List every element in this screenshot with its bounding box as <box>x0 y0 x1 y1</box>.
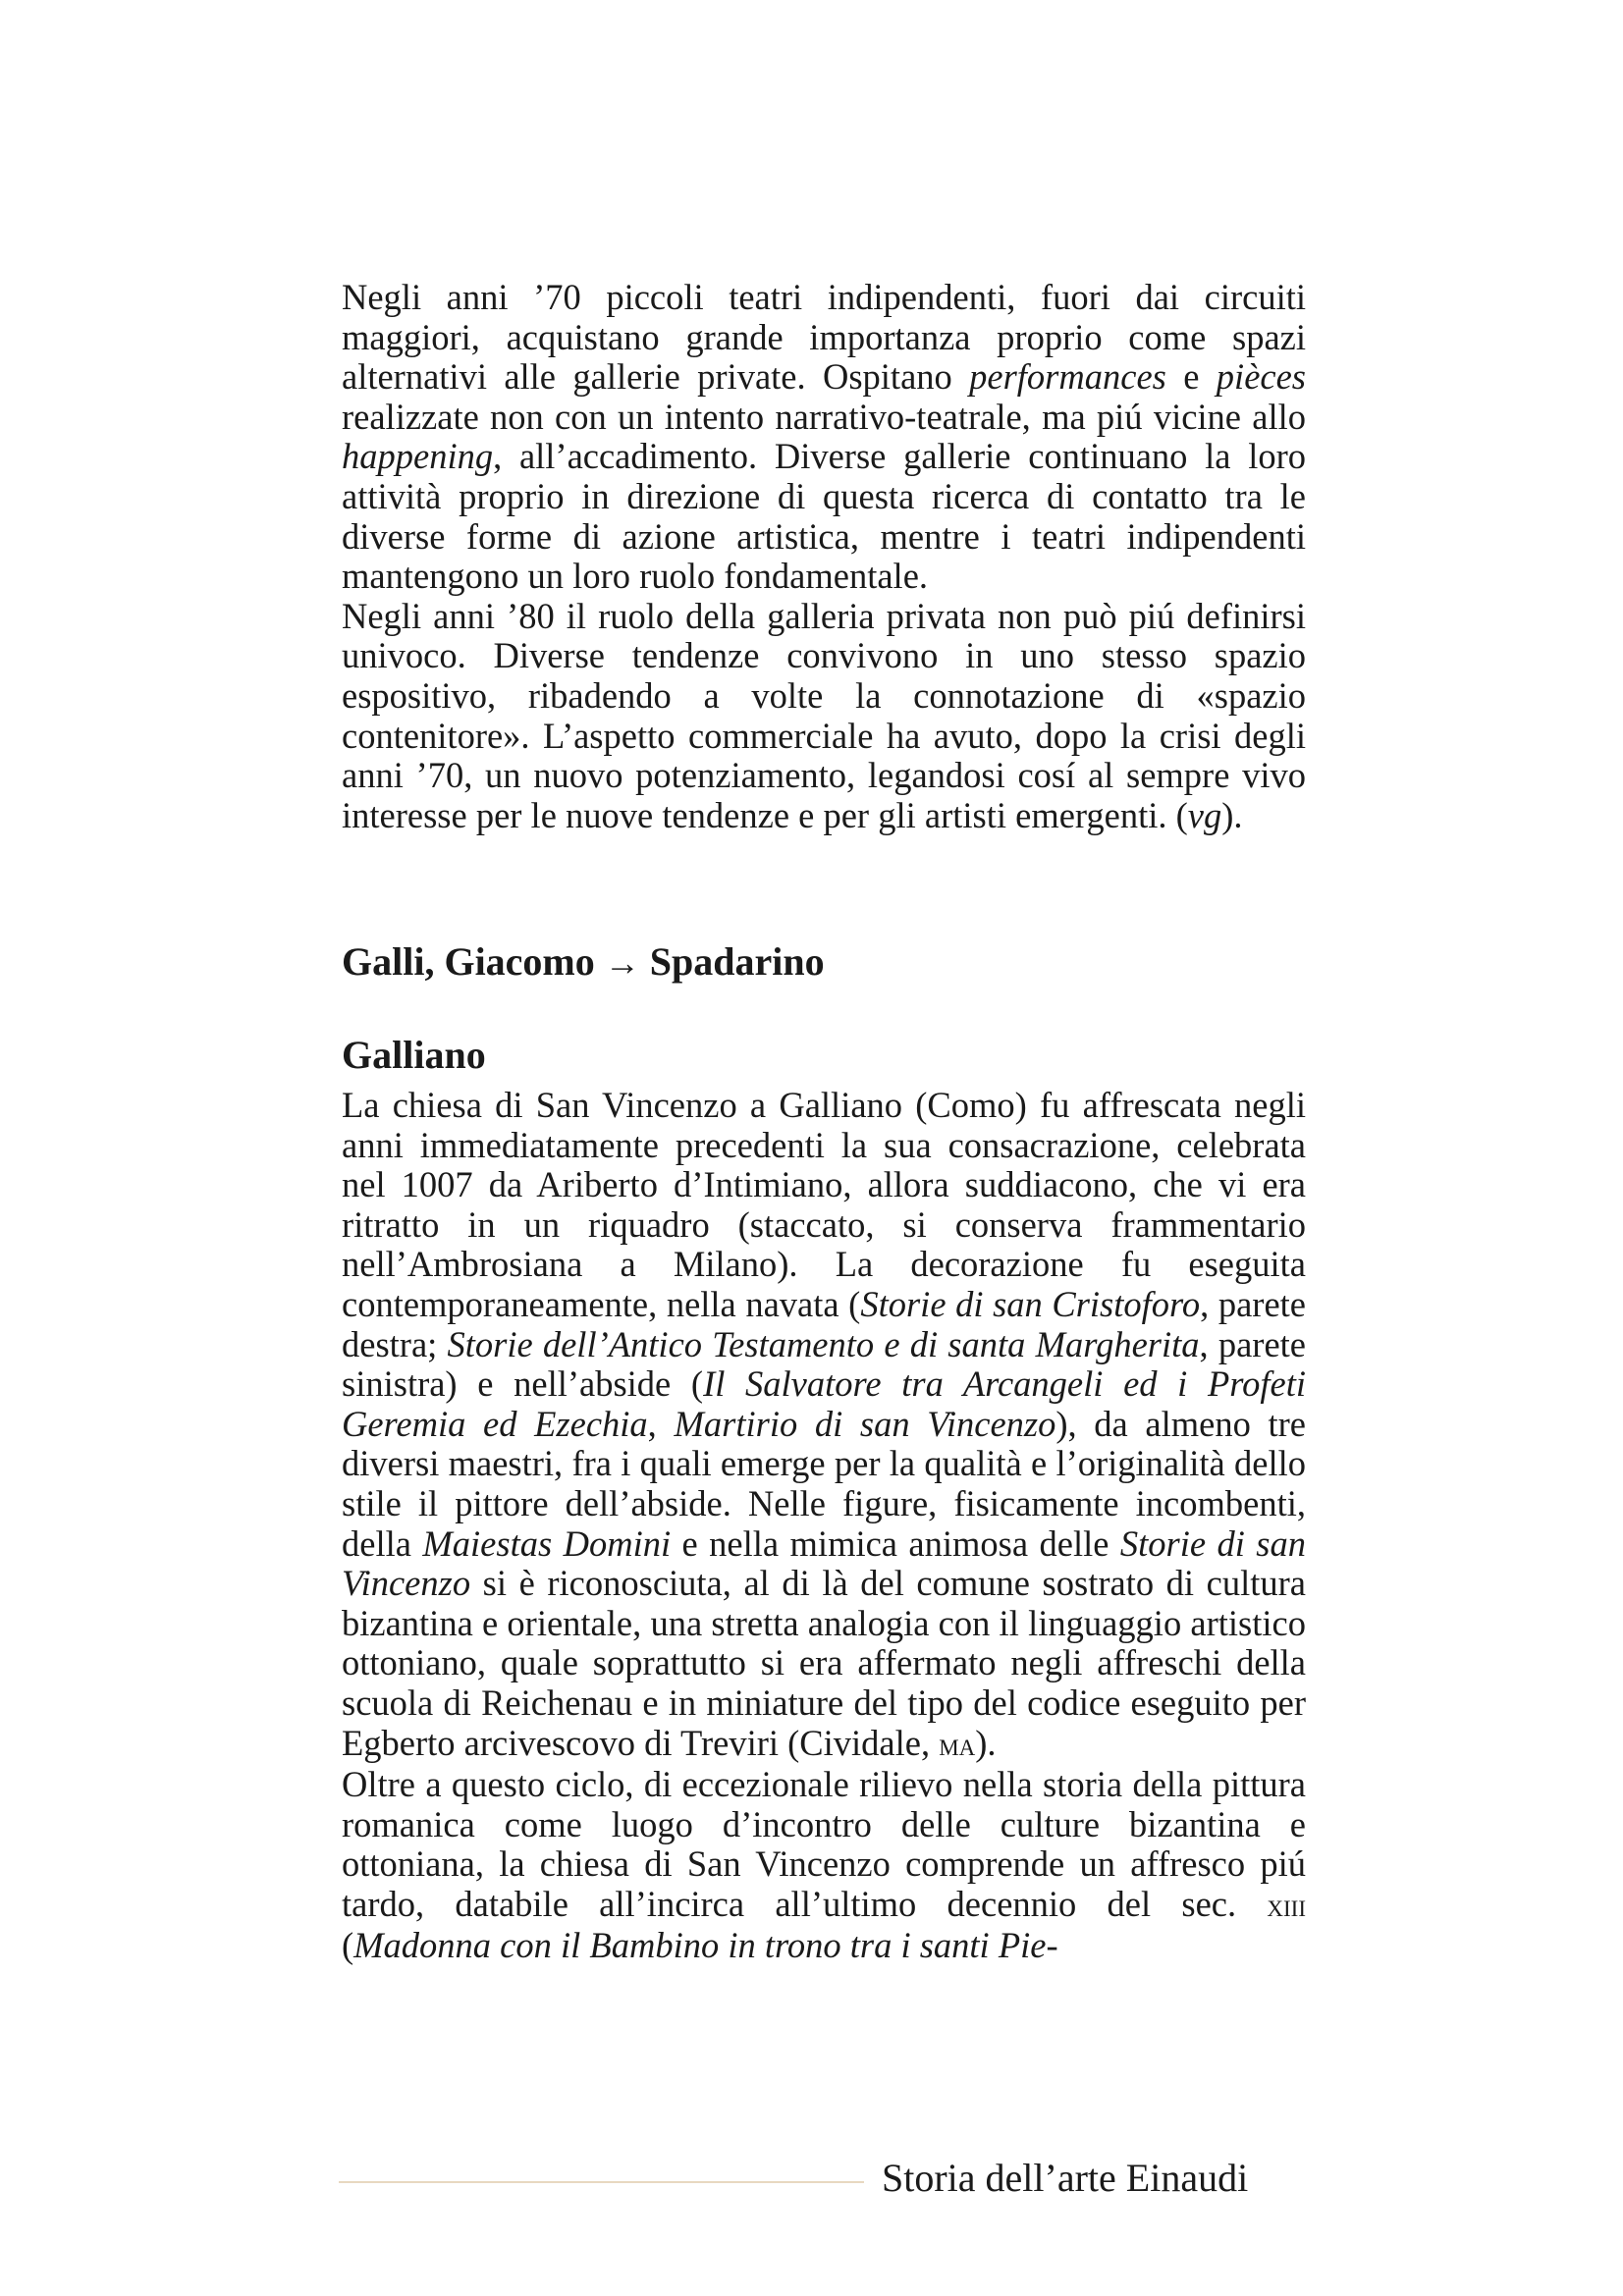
text-run: , parete destra; <box>342 1283 1306 1364</box>
paragraph-anni-80 <box>342 597 1306 836</box>
cross-reference-target: Spadarino <box>649 939 825 984</box>
author-initials: vg <box>1187 794 1222 835</box>
italic-term: performances <box>969 356 1166 398</box>
small-caps-century: xiii <box>1267 1888 1306 1924</box>
text-run: , parete sinistra) e nell’abside ( <box>342 1323 1306 1405</box>
italic-title: Il Salvatore tra Arcangeli ed i Profeti Geremia ed Ezechia <box>342 1363 1306 1444</box>
text-run: ( <box>342 1925 354 1966</box>
text-run: Oltre a questo ciclo, di eccezionale rilievo nella storia della pittura romanica come luogo d’incontro delle culture bizantina e ottoniana, la chiesa di San Vincenzo comprende un affresco piú tardo, databile all’incirca all’ultimo decennio del sec. <box>342 1764 1306 1924</box>
italic-title: Storie dell’Antico Testamento e di santa Margherita <box>447 1323 1200 1364</box>
text-run: realizzate non con un intento narrativo-teatrale, ma piú vicine allo <box>342 396 1306 437</box>
italic-title: Storie di san Cristoforo <box>860 1283 1201 1324</box>
entry-galliano-body <box>342 1086 1306 1966</box>
entry-title-galli: Galli, Giacomo <box>342 939 595 984</box>
arrow-right-icon: → <box>604 943 640 983</box>
cross-reference-heading <box>342 940 825 985</box>
text-run: Negli anni ’70 piccoli teatri indipendenti, fuori dai circuiti maggiori, acquistano grande importanza proprio come spazi alternativi alle gallerie private. Ospitano <box>342 277 1306 398</box>
entry-continuation <box>342 278 1306 835</box>
text-run: e <box>1165 356 1217 398</box>
footer-title: Storia dell’arte Einaudi <box>882 2156 1249 2200</box>
italic-title: Maiestas Domini <box>422 1522 672 1564</box>
text-run: Negli anni ’80 il ruolo della galleria privata non può piú definirsi univoco. Diverse tendenze convivono in uno stesso spazio espositivo, ribadendo a volte la connotazione di «spazio contenitore». L’aspetto commerciale ha avuto, dopo la crisi degli anni ’70, un nuovo potenziamento, legandosi cosí al sempre vivo interesse per le nuove tendenze e per gli artisti emergenti. ( <box>342 595 1306 835</box>
italic-term: pièces <box>1216 356 1306 398</box>
small-caps-abbrev: ma <box>939 1727 976 1763</box>
text-run: , <box>647 1403 675 1444</box>
text-run: si è riconosciuta, al di là del comune sostrato di cultura bizantina e orientale, una stretta analogia con il linguaggio artistico ottoniano, quale soprattutto si era affermato negli affreschi della scuola di Reichenau e in miniature del tipo del codice eseguito per Egberto arcivescovo di Treviri (Cividale, <box>342 1563 1306 1763</box>
italic-term: happening <box>342 436 494 477</box>
paragraph-san-vincenzo <box>342 1086 1306 1765</box>
text-run: e nella mimica animosa delle <box>671 1522 1120 1564</box>
text-run: ). <box>975 1722 997 1763</box>
paragraph-teatri <box>342 278 1306 597</box>
italic-title: Martirio di san Vincenzo <box>674 1403 1056 1444</box>
paragraph-ciclo <box>342 1765 1306 1966</box>
text-run: ), da almeno tre diversi maestri, fra i quali emerge per la qualità e l’originalità dello stile il pittore dell’abside. Nelle figure, fisicamente incombenti, della <box>342 1403 1306 1564</box>
footer-rule <box>339 2181 864 2183</box>
text-run: , all’accadimento. Diverse gallerie continuano la loro attività proprio in direzione di questa ricerca di contatto tra le diverse forme di azione artistica, mentre i teatri indipendenti mantengono un loro ruolo fondamentale. <box>342 436 1306 597</box>
text-run: La chiesa di San Vincenzo a Galliano (Como) fu affrescata negli anni immediatamente precedenti la sua consacrazione, celebrata nel 1007 da Ariberto d’Intimiano, allora suddiacono, che vi era ritratto in un riquadro (staccato, si conserva frammentario nell’Ambrosiana a Milano). La decorazione fu eseguita contemporaneamente, nella navata ( <box>342 1085 1306 1324</box>
italic-title: Madonna con il Bambino in trono tra i santi Pie- <box>353 1925 1058 1966</box>
entry-title-galliano: Galliano <box>342 1033 486 1077</box>
italic-title: Storie di san Vincenzo <box>342 1522 1307 1604</box>
text-run: ). <box>1221 794 1243 835</box>
